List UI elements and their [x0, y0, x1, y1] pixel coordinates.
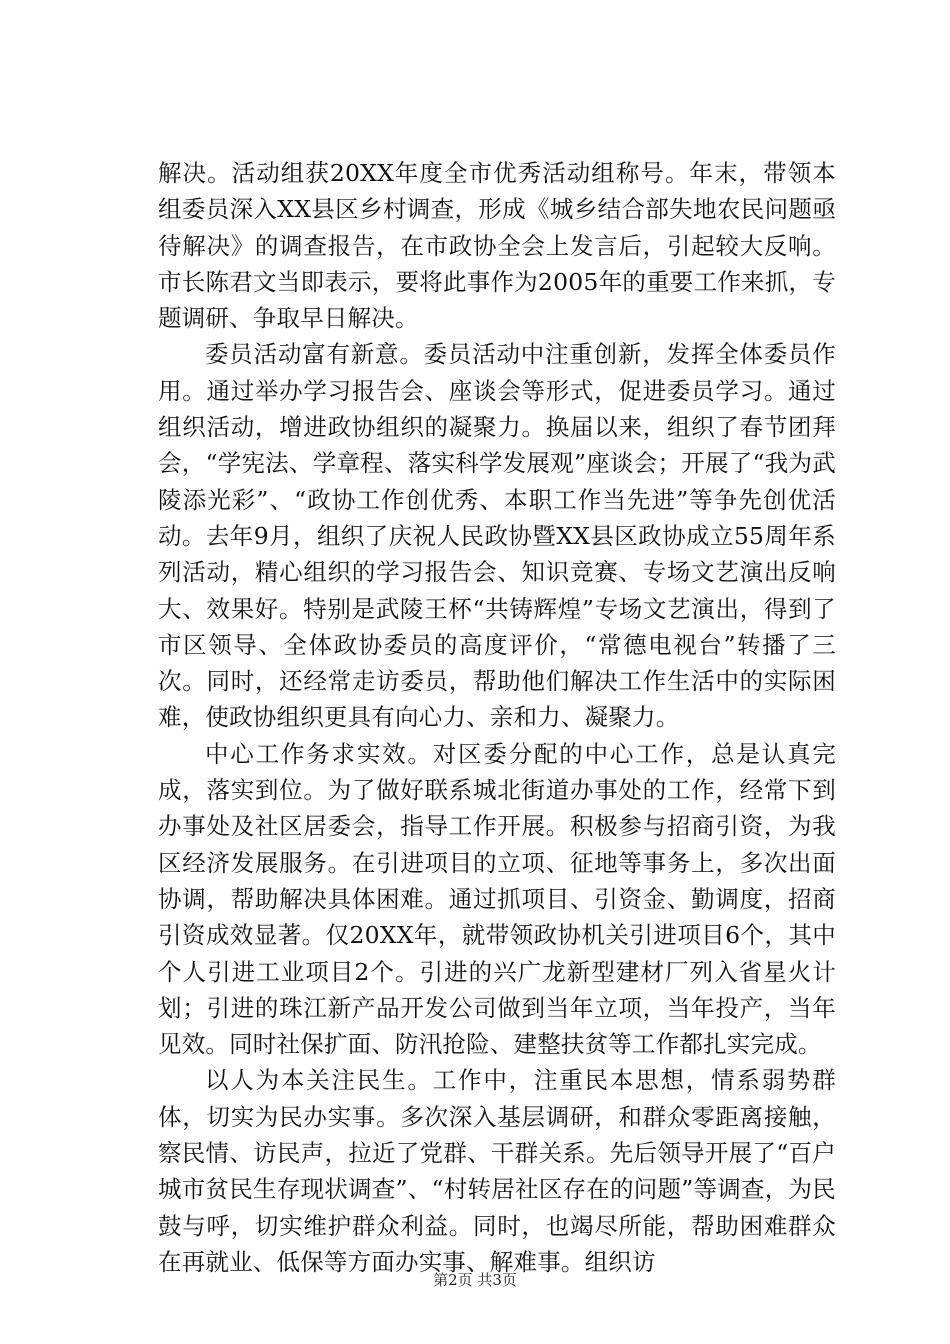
paragraph-livelihood: 以人为本关注民生。工作中，注重民本思想，情系弱势群体，切实为民办实事。多次深入基层调研，和群众零距离接触，察民情、访民声，拉近了党群、干群关系。先后领导开展了“百户城市贫民生存现状调查”、“村转居社区存在的问题”等调查，为民鼓与呼，切实维护群众利益。同时，也竭尽所能，帮助困难群众在再就业、低保等方面办实事、解难事。组织访 — [158, 1066, 836, 1276]
paragraph-committee-activities: 委员活动富有新意。委员活动中注重创新，发挥全体委员作用。通过举办学习报告会、座谈会等形式，促进委员学习。通过组织活动，增进政协组织的凝聚力。换届以来，组织了春节团拜会，“学宪法、学章程、落实科学发展观”座谈会；开展了“我为武陵添光彩”、“政协工作创优秀、本职工作当先进”等争先创优活动。去年9月，组织了庆祝人民政协暨XX县区政协成立55周年系列活动，精心组织的学习报告会、知识竞赛、专场文艺演出反响大、效果好。特别是武陵王杯“共铸辉煌”专场文艺演出，得到了市区领导、全体政协委员的高度评价，“常德电视台”转播了三次。同时，还经常走访委员，帮助他们解决工作生活中的实际困难，使政协组织更具有向心力、亲和力、凝聚力。 — [158, 340, 836, 732]
paragraph-continuation: 解决。活动组获20XX年度全市优秀活动组称号。年末，带领本组委员深入XX县区乡村调查，形成《城乡结合部失地农民问题亟待解决》的调查报告，在市政协全会上发言后，引起较大反响。市长陈君文当即表示，要将此事作为2005年的重要工作来抓，专题调研、争取早日解决。 — [158, 159, 836, 333]
document-body — [158, 155, 836, 1280]
paragraph-central-work: 中心工作务求实效。对区委分配的中心工作，总是认真完成，落实到位。为了做好联系城北街道办事处的工作，经常下到办事处及社区居委会，指导工作开展。积极参与招商引资，为我区经济发展服务。在引进项目的立项、征地等事务上，多次出面协调，帮助解决具体困难。通过抓项目、引资金、勤调度，招商引资成效显著。仅20XX年，就带领政协机关引进项目6个，其中个人引进工业项目2个。引进的兴广龙新型建材厂列入省星火计划；引进的珠江新产品开发公司做到当年立项，当年投产，当年见效。同时社保扩面、防汛抢险、建整扶贫等工作都扎实完成。 — [158, 739, 836, 1059]
page-footer: 第2页 共3页 — [433, 1271, 517, 1289]
